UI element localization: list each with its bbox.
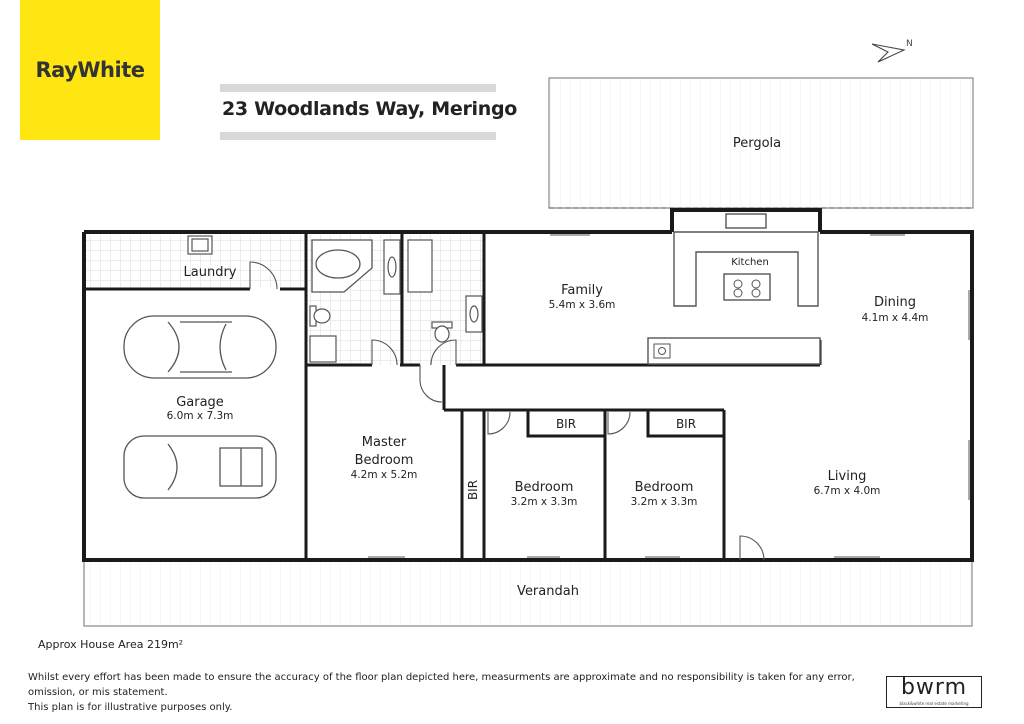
living-label: Living (827, 469, 867, 484)
kitchen-joinery (648, 214, 820, 364)
north-arrow-icon (872, 44, 904, 62)
dining-label: Dining (874, 295, 916, 310)
master-bedroom-dimensions: 4.2m x 5.2m (350, 469, 418, 481)
disclaimer-line-1: Whilst every effort has been made to ensure the accuracy of the floor plan depicted here, measurments are approximate and no responsibility is taken for any error, omission, or mis statement. (28, 672, 855, 698)
car-icon (124, 316, 276, 378)
logo-text: RayWhite (35, 58, 145, 82)
bedroom3-label: Bedroom (634, 480, 694, 495)
dining-dimensions: 4.1m x 4.4m (861, 312, 929, 324)
garage-dimensions: 6.0m x 7.3m (166, 410, 234, 422)
bwrm-tagline: black&white real estate marketing (899, 701, 969, 706)
bedroom2-bir-label: BIR (555, 417, 577, 431)
bedroom2-label: Bedroom (514, 480, 574, 495)
bwrm-name: bwrm (900, 675, 968, 700)
master-bedroom-label-1: Master (361, 435, 407, 450)
bwrm-logo (886, 676, 982, 708)
bedroom3-bir-label: BIR (675, 417, 697, 431)
laundry-tub-icon (188, 236, 212, 254)
north-label: N (906, 39, 913, 49)
master-bir-label: BIR (466, 479, 480, 501)
pergola-label: Pergola (732, 136, 782, 151)
garage-label: Garage (176, 395, 224, 410)
bedroom2-dimensions: 3.2m x 3.3m (510, 496, 578, 508)
verandah-label: Verandah (517, 584, 579, 599)
family-dimensions: 5.4m x 3.6m (548, 299, 616, 311)
disclaimer-line-2: This plan is for illustrative purposes only. (28, 702, 233, 713)
living-dimensions: 6.7m x 4.0m (813, 485, 881, 497)
house-area: Approx House Area 219m² (38, 638, 184, 651)
bedroom3-dimensions: 3.2m x 3.3m (630, 496, 698, 508)
family-label: Family (561, 283, 603, 298)
suv-icon (124, 436, 276, 498)
property-address: 23 Woodlands Way, Meringo (222, 98, 518, 120)
disclaimer (28, 670, 888, 715)
master-bedroom-label-2: Bedroom (354, 453, 414, 468)
laundry-label: Laundry (183, 265, 237, 280)
kitchen-label: Kitchen (731, 257, 769, 268)
